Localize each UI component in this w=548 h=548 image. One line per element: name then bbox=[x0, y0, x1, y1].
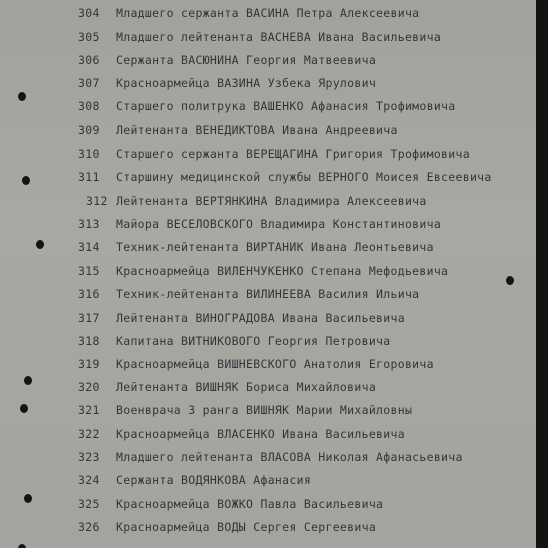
entry-text: Красноармейца ВОДЫ Сергея Сергеевича bbox=[116, 520, 377, 534]
entry-number: 317 bbox=[78, 311, 100, 325]
entry-number: 307 bbox=[78, 76, 100, 90]
list-item bbox=[0, 403, 536, 423]
page-edge-shadow bbox=[536, 0, 548, 548]
entry-number: 321 bbox=[78, 403, 100, 417]
entry-text: Техник-лейтенанта ВИЛИНЕЕВА Василия Ильича bbox=[116, 287, 420, 301]
entry-number: 305 bbox=[78, 30, 100, 44]
list-item bbox=[0, 264, 536, 284]
punch-hole-4 bbox=[506, 276, 514, 285]
entry-number: 325 bbox=[78, 497, 100, 511]
punch-hole-8 bbox=[18, 544, 26, 548]
punch-hole-2 bbox=[22, 176, 30, 185]
entry-number: 316 bbox=[78, 287, 100, 301]
entry-text: Лейтенанта ВИНОГРАДОВА Ивана Васильевича bbox=[116, 311, 405, 325]
entry-text: Старшину медицинской службы ВЕРНОГО Моисея Евсеевича bbox=[116, 170, 492, 184]
entry-text: Младшего лейтенанта ВЛАСОВА Николая Афанасьевича bbox=[116, 450, 463, 464]
list-item bbox=[0, 99, 536, 119]
entry-number: 324 bbox=[78, 473, 100, 487]
entry-text: Лейтенанта ВЕНЕДИКТОВА Ивана Андреевича bbox=[116, 123, 398, 137]
entry-text: Капитана ВИТНИКОВОГО Георгия Петровича bbox=[116, 334, 391, 348]
list-item bbox=[0, 30, 536, 50]
list-item bbox=[0, 427, 536, 447]
list-item bbox=[0, 357, 536, 377]
entry-number: 311 bbox=[78, 170, 100, 184]
punch-hole-1 bbox=[18, 92, 26, 101]
entry-number: 323 bbox=[78, 450, 100, 464]
list-item bbox=[0, 240, 536, 260]
entry-number: 306 bbox=[78, 53, 100, 67]
entry-number: 314 bbox=[78, 240, 100, 254]
entry-text: Военврача 3 ранга ВИШНЯК Марии Михайловны bbox=[116, 403, 413, 417]
list-item bbox=[0, 170, 536, 190]
punch-hole-5 bbox=[24, 376, 32, 385]
entry-number: 304 bbox=[78, 6, 100, 20]
entry-number: 310 bbox=[78, 147, 100, 161]
entry-text: Сержанта ВАСЮНИНА Георгия Матвеевича bbox=[116, 53, 377, 67]
list-item bbox=[0, 76, 536, 96]
entry-number: 322 bbox=[78, 427, 100, 441]
entry-text: Лейтенанта ВИШНЯК Бориса Михайловича bbox=[116, 380, 377, 394]
list-item bbox=[0, 334, 536, 354]
entry-text: Майора ВЕСЕЛОВСКОГО Владимира Константиновича bbox=[116, 217, 442, 231]
list-item bbox=[0, 497, 536, 517]
entry-text: Красноармейца ВЛАСЕНКО Ивана Васильевича bbox=[116, 427, 405, 441]
entry-number: 318 bbox=[78, 334, 100, 348]
list-item bbox=[0, 123, 536, 143]
list-item bbox=[0, 53, 536, 73]
entry-number: 312 bbox=[86, 194, 108, 208]
entry-text: Старшего политрука ВАШЕНКО Афанасия Трофимовича bbox=[116, 99, 456, 113]
list-item bbox=[0, 217, 536, 237]
entry-text: Красноармейца ВАЗИНА Узбека Ярулович bbox=[116, 76, 377, 90]
punch-hole-6 bbox=[20, 404, 28, 413]
list-item bbox=[0, 380, 536, 400]
entry-text: Красноармейца ВИЛЕНЧУКЕНКО Степана Мефодьевича bbox=[116, 264, 449, 278]
list-item bbox=[0, 311, 536, 331]
list-item bbox=[0, 520, 536, 540]
entry-text: Старшего сержанта ВЕРЕЩАГИНА Григория Трофимовича bbox=[116, 147, 470, 161]
entry-text: Сержанта ВОДЯНКОВА Афанасия bbox=[116, 473, 312, 487]
entry-text: Младшего лейтенанта ВАСНЕВА Ивана Васильевича bbox=[116, 30, 442, 44]
entry-number: 308 bbox=[78, 99, 100, 113]
entry-number: 319 bbox=[78, 357, 100, 371]
list-item bbox=[0, 450, 536, 470]
entry-text: Лейтенанта ВЕРТЯНКИНА Владимира Алексеевича bbox=[116, 194, 427, 208]
list-item bbox=[0, 473, 536, 493]
list-item bbox=[0, 287, 536, 307]
punch-hole-7 bbox=[24, 494, 32, 503]
list-item bbox=[0, 194, 536, 214]
list-item bbox=[0, 147, 536, 167]
entry-text: Красноармейца ВИШНЕВСКОГО Анатолия Егоровича bbox=[116, 357, 434, 371]
punch-hole-3 bbox=[36, 240, 44, 249]
entry-text: Техник-лейтенанта ВИРТАНИК Ивана Леонтьевича bbox=[116, 240, 434, 254]
entry-number: 320 bbox=[78, 380, 100, 394]
entry-number: 309 bbox=[78, 123, 100, 137]
list-item bbox=[0, 6, 536, 26]
entry-number: 313 bbox=[78, 217, 100, 231]
entry-number: 326 bbox=[78, 520, 100, 534]
entry-number: 315 bbox=[78, 264, 100, 278]
entry-text: Младшего сержанта ВАСИНА Петра Алексеевича bbox=[116, 6, 420, 20]
entry-text: Красноармейца ВОЖКО Павла Васильевича bbox=[116, 497, 384, 511]
